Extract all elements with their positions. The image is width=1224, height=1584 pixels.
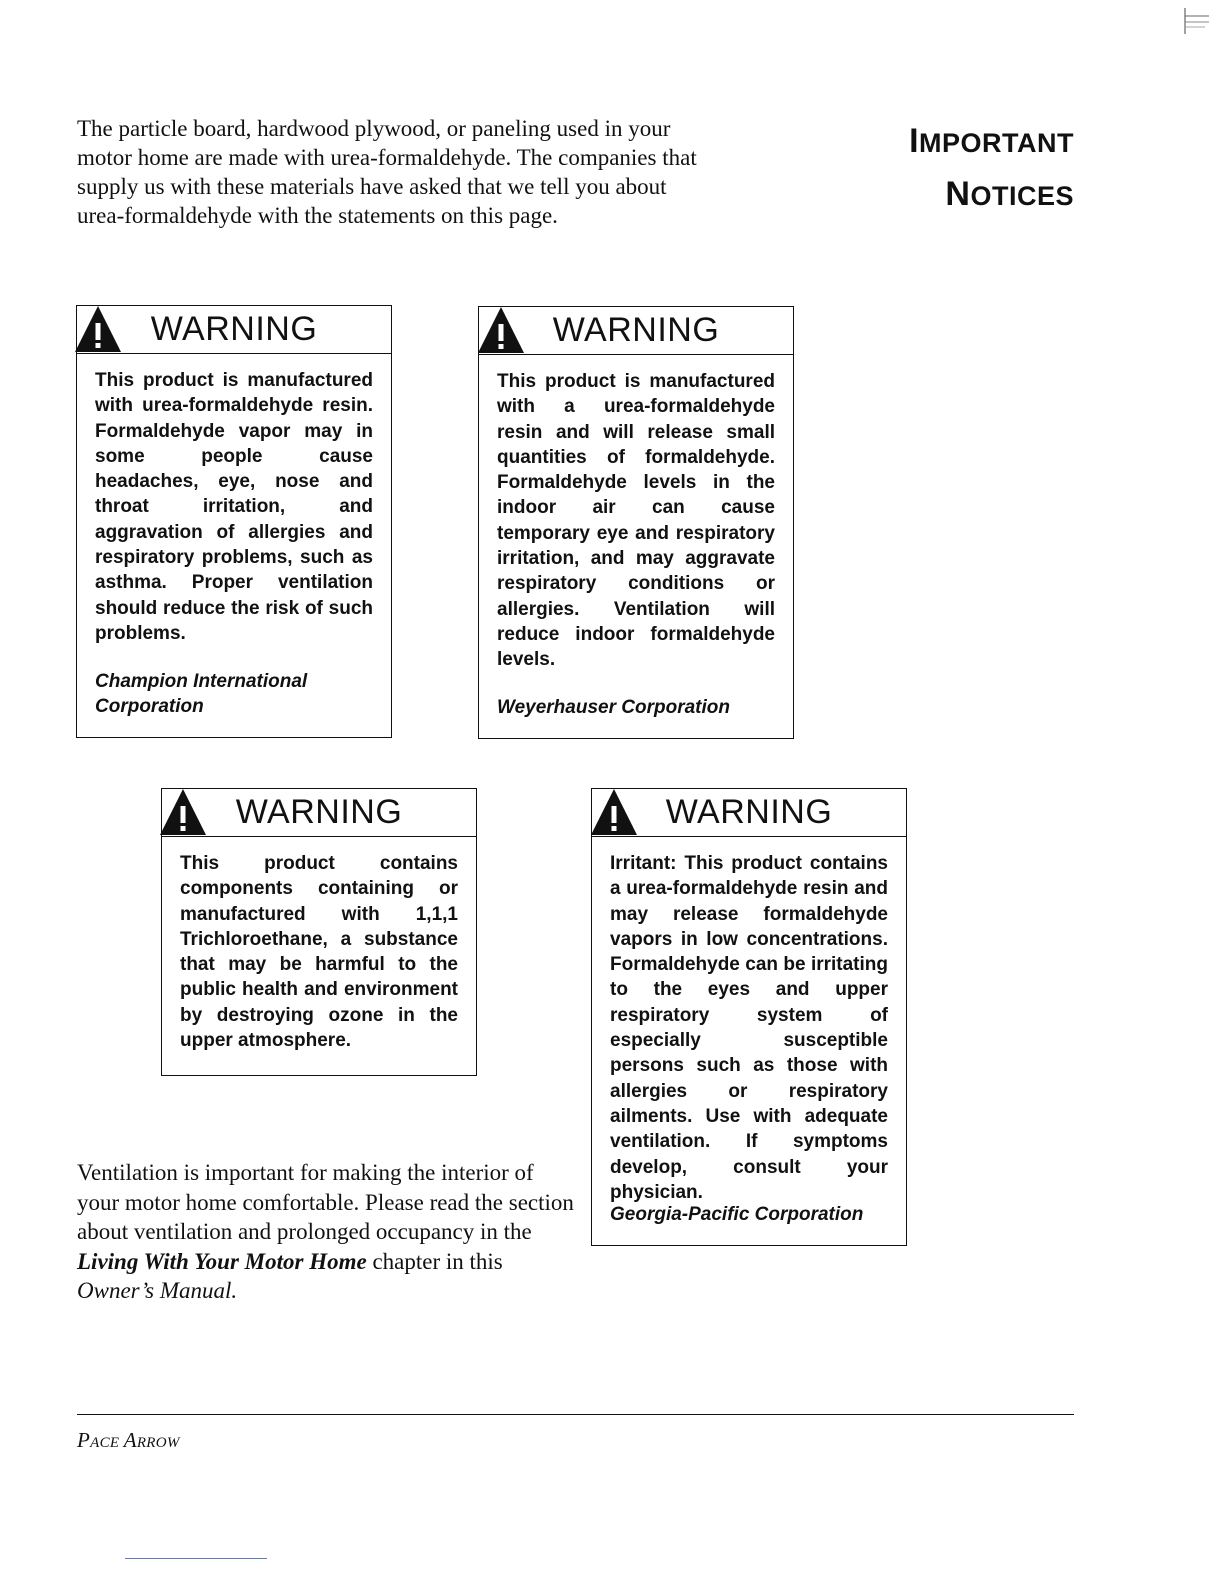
warning-header: WARNING <box>592 789 906 837</box>
warning-body: Irritant: This product contains a urea-formaldehyde resin and may release formaldehyde vapors in low concentrations. Formaldehyde can be irritating to the eyes and upper respiratory system of especially susceptible persons such as those with allergies or respiratory ailments. Use with adequate ventilation. If symptoms develop, consult your physician. <box>610 853 888 1203</box>
chapter-name: Living With Your Motor Home <box>77 1248 367 1274</box>
section-title-line-2: NOTICES <box>945 175 1074 213</box>
warning-header: WARNING <box>162 789 476 837</box>
intro-line: The particle board, hardwood plywood, or paneling used in your <box>77 116 671 141</box>
footer-product-name: PACE ARROW <box>77 1428 180 1452</box>
warning-box-trichloroethane <box>161 788 477 1076</box>
intro-paragraph <box>77 114 777 230</box>
warning-triangle-icon <box>476 304 526 354</box>
warning-triangle-icon <box>158 786 208 836</box>
section-title <box>870 118 1074 224</box>
warning-box-weyerhauser <box>478 306 794 739</box>
warning-body: This product contains components containing or manufactured with 1,1,1 Trichloroethane, a substance that may be harmful to the public health and environment by destroying ozone in the upper atmosphere. <box>180 853 458 1052</box>
footer-rule <box>77 1414 1074 1415</box>
warning-triangle-icon <box>589 786 639 836</box>
section-title-line-1: IMPORTANT <box>909 122 1074 160</box>
warning-box-champion <box>76 305 392 738</box>
manual-name: Owner’s Manual. <box>77 1278 238 1303</box>
corner-scan-mark-icon <box>1183 8 1211 34</box>
warning-body: This product is manufactured with a urea-formaldehyde resin and will release small quantities of formaldehyde. Formaldehyde levels in the indoor air can cause temporary eye and respiratory irritation, and may aggravate respiratory conditions or allergies. Ventilation will reduce indoor formaldehyde levels. <box>497 371 775 671</box>
bottom-scan-line <box>125 1558 267 1559</box>
warning-header: WARNING <box>77 306 391 354</box>
warning-source: Georgia-Pacific Corporation <box>610 1204 864 1225</box>
warning-source: Champion International Corporation <box>95 671 308 718</box>
warning-source: Weyerhauser Corporation <box>497 697 730 718</box>
warning-body: This product is manufactured with urea-formaldehyde resin. Formaldehyde vapor may in some people cause headaches, eye, nose and throat irritation, and aggravation of allergies and respiratory problems, such as asthma. Proper ventilation should reduce the risk of such problems. <box>95 370 373 644</box>
intro-line: urea-formaldehyde with the statements on this page. <box>77 203 558 228</box>
warning-triangle-icon <box>73 303 123 353</box>
warning-header: WARNING <box>479 307 793 355</box>
intro-line: supply us with these materials have asked that we tell you about <box>77 174 667 199</box>
ventilation-paragraph: Ventilation is important for making the interior of your motor home comfortable. Please read the section about ventilation and prolonged occupancy in the Living With Your Motor Home chapter in this Owner’s Manual. <box>77 1160 574 1303</box>
warning-box-georgia-pacific <box>591 788 907 1246</box>
intro-line: motor home are made with urea-formaldehyde. The companies that <box>77 145 697 170</box>
